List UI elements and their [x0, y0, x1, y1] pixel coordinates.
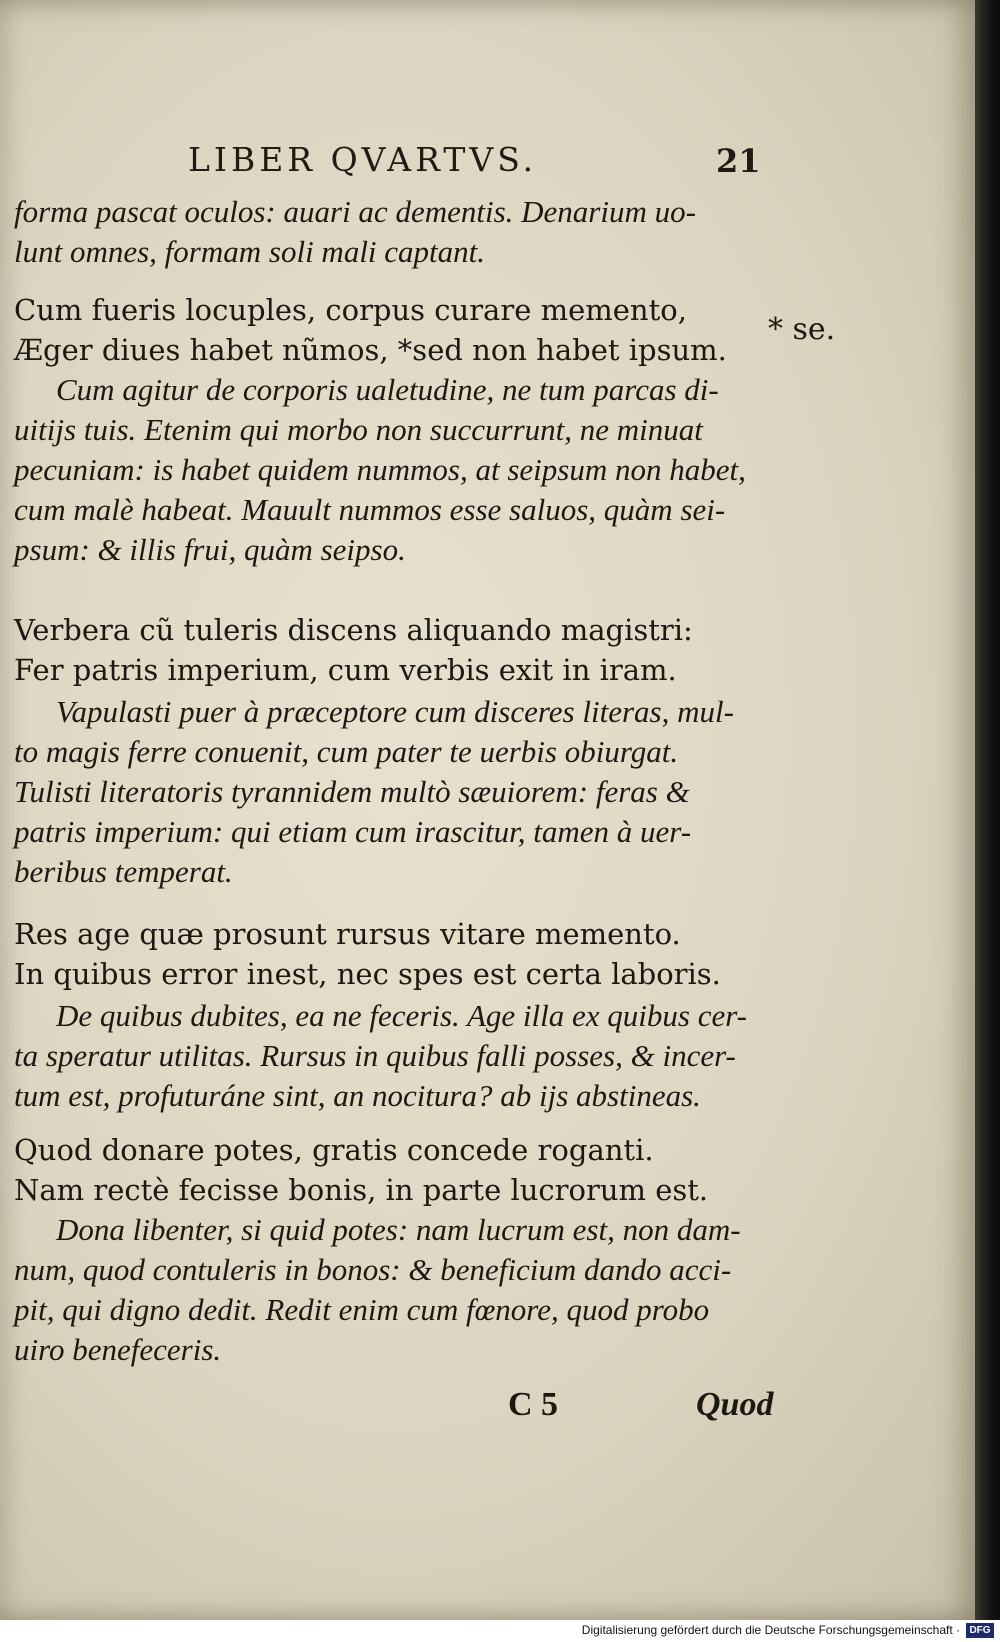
text-line: forma pascat oculos: auari ac dementis. Denarium uo- [14, 194, 696, 229]
verse-line: In quibus error inest, nec spes est certa laboris. [14, 957, 721, 991]
text-line: to magis ferre conuenit, cum pater te uerbis obiurgat. [14, 734, 679, 769]
verse-block [14, 914, 784, 994]
text-line: patris imperium: qui etiam cum irascitur, tamen à uer- [14, 814, 692, 849]
signature-mark: C 5 [508, 1386, 559, 1423]
commentary-block [14, 192, 784, 272]
text-line: uitijs tuis. Etenim qui morbo non succurrunt, ne minuat [14, 412, 703, 447]
text-line: num, quod contuleris in bonos: & beneficium dando acci- [14, 1252, 732, 1287]
text-line: cum malè habeat. Mauult nummos esse saluos, quàm sei- [14, 492, 726, 527]
credit-bar [0, 1620, 1000, 1642]
text-line: Tulisti literatoris tyrannidem multò sæuiorem: feras & [14, 774, 690, 809]
verse-line: Cum fueris locuples, corpus curare memento, [14, 293, 687, 327]
commentary-block [14, 1210, 826, 1370]
text-line: pit, qui digno dedit. Redit enim cum fœnore, quod probo [14, 1292, 710, 1327]
commentary-block [14, 692, 826, 892]
book-edge [975, 0, 1000, 1620]
verse-line: Nam rectè fecisse bonis, in parte lucrorum est. [14, 1173, 709, 1207]
verse-block [14, 1130, 784, 1210]
text-line: ta speratur utilitas. Rursus in quibus falli posses, & incer- [14, 1038, 736, 1073]
text-line: Cum agitur de corporis ualetudine, ne tum parcas di- [56, 372, 719, 407]
funding-credit: Digitalisierung gefördert durch die Deutsche Forschungsgemeinschaft · [581, 1623, 960, 1637]
text-line: psum: & illis frui, quàm seipso. [14, 532, 406, 567]
page-number: 21 [716, 142, 761, 180]
text-line: pecuniam: is habet quidem nummos, at seipsum non habet, [14, 452, 746, 487]
commentary-block [14, 996, 826, 1116]
verse-block [14, 290, 784, 370]
text-line: tum est, profuturáne sint, an nocitura? ab ijs abstineas. [14, 1078, 701, 1113]
text-line: lunt omnes, formam soli mali captant. [14, 234, 486, 269]
text-line: Dona libenter, si quid potes: nam lucrum est, non dam- [56, 1212, 741, 1247]
margin-note: * se. [768, 312, 836, 347]
verse-line: Fer patris imperium, cum verbis exit in iram. [14, 653, 677, 687]
text-line: De quibus dubites, ea ne feceris. Age illa ex quibus cer- [56, 998, 747, 1033]
verse-line: Verbera cũ tuleris discens aliquando magistri: [14, 613, 693, 647]
text-line: Vapulasti puer à præceptore cum disceres literas, mul- [56, 694, 734, 729]
page-header [188, 140, 948, 190]
catchword: Quod [696, 1386, 774, 1423]
page-footer-marks [508, 1386, 784, 1436]
running-head: LIBER QVARTVS. [188, 140, 538, 179]
verse-block [14, 610, 784, 690]
dfg-logo: DFG [966, 1623, 994, 1638]
verse-line: Res age quæ prosunt rursus vitare memento. [14, 917, 681, 951]
commentary-block [14, 370, 826, 570]
text-line: uiro benefeceris. [14, 1332, 222, 1367]
text-line: beribus temperat. [14, 854, 233, 889]
verse-line: Quod donare potes, gratis concede roganti. [14, 1133, 654, 1167]
verse-line: Æger diues habet nũmos, *sed non habet ipsum. [14, 333, 727, 367]
